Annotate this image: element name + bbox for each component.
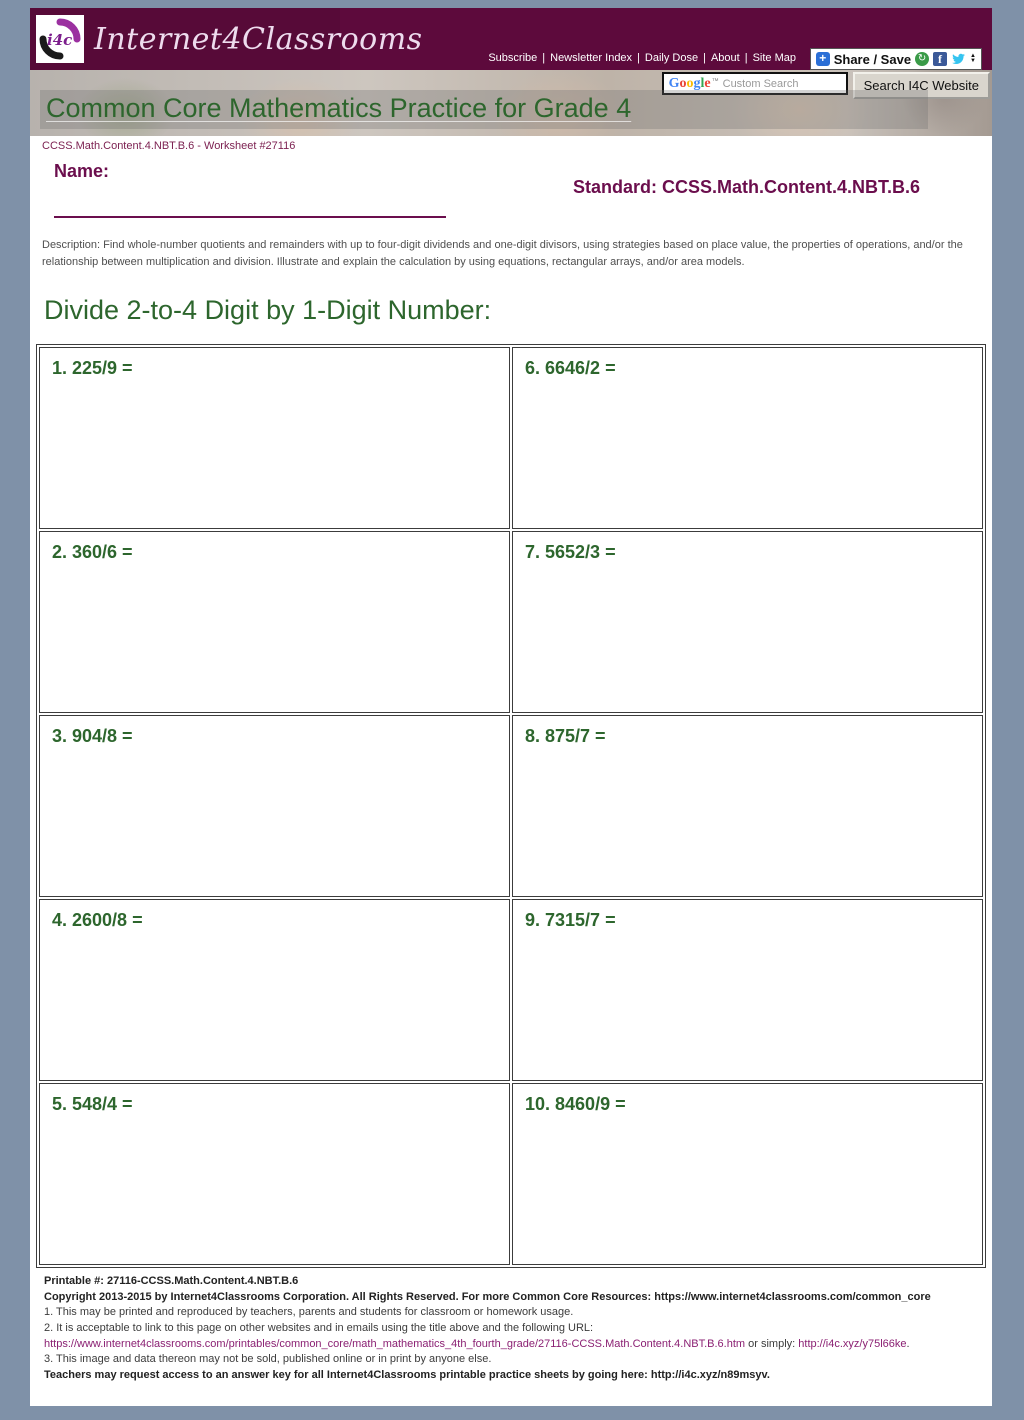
standard-text <box>573 177 968 227</box>
printable-number: Printable #: 27116-CCSS.Math.Content.4.NBT.B.6 <box>44 1275 299 1288</box>
page-title: Common Core Mathematics Practice for Grade 4 <box>40 90 928 129</box>
footer-note-2-links: https://www.internet4classrooms.com/printables/common_core/math_mathematics_4th_fourth_grade/27116-CCSS.Math.Content.4.NBT.B.6.htm or simply: http://i4c.xyz/y75l66ke. <box>44 1337 910 1350</box>
short-url-link[interactable]: http://i4c.xyz/y75l66ke <box>798 1337 907 1350</box>
svg-text:i4c: i4c <box>47 31 73 49</box>
name-block <box>54 161 446 227</box>
nav-site-map[interactable]: Site Map <box>752 52 796 64</box>
brand-strip <box>30 8 423 70</box>
name-label: Name: <box>54 161 110 181</box>
section-title: Divide 2-to-4 Digit by 1-Digit Number: <box>44 295 492 326</box>
name-answer-line <box>54 182 446 218</box>
table-row <box>39 1083 983 1265</box>
nav-subscribe[interactable]: Subscribe <box>488 52 538 64</box>
footer <box>30 1268 992 1383</box>
footer-note-3: 3. This image and data thereon may not be sold, published online or in print by anyone else. <box>44 1353 492 1366</box>
problem-cell-1: 1. 225/9 = <box>39 347 510 529</box>
facebook-icon[interactable]: f <box>933 52 947 66</box>
table-row <box>39 531 983 713</box>
addtoany-icon[interactable]: ↻ <box>915 52 929 66</box>
copyright-line: Copyright 2013-2015 by Internet4Classrooms Corporation. All Rights Reserved. For more Common Core Resources: https://www.internet4classrooms.com/common_core <box>44 1290 931 1303</box>
updown-arrows-icon[interactable]: ▲ ▼ <box>970 53 976 64</box>
search-placeholder: Custom Search <box>722 77 799 90</box>
problem-cell-10: 10. 8460/9 = <box>512 1083 983 1265</box>
problem-cell-8: 8. 875/7 = <box>512 715 983 897</box>
answer-key-line: Teachers may request access to an answer key for all Internet4Classrooms printable practice sheets by going here: http://i4c.xyz/n89msyv. <box>44 1368 770 1381</box>
nav-separator: | <box>637 52 640 64</box>
problem-cell-6: 6. 6646/2 = <box>512 347 983 529</box>
nav-separator: | <box>703 52 706 64</box>
share-save-label: Share / Save <box>833 51 912 67</box>
top-nav <box>488 52 796 64</box>
worksheet-url-link[interactable]: https://www.internet4classrooms.com/printables/common_core/math_mathematics_4th_fourth_grade/27116-CCSS.Math.Content.4.NBT.B.6.htm <box>44 1337 746 1350</box>
problems-table <box>36 344 986 1268</box>
google-search-input[interactable]: G o o g l e ™ Custom Search <box>662 72 848 95</box>
standard-value: CCSS.Math.Content.4.NBT.B.6 <box>661 177 920 197</box>
common-core-resources-link[interactable]: https://www.internet4classrooms.com/common_core <box>654 1290 931 1303</box>
twitter-icon[interactable] <box>951 52 966 66</box>
problem-cell-4: 4. 2600/8 = <box>39 899 510 1081</box>
nav-separator: | <box>542 52 546 64</box>
problem-cell-2: 2. 360/6 = <box>39 531 510 713</box>
name-standard-row <box>30 155 992 227</box>
description-text: Description: Find whole-number quotients and remainders with up to four-digit dividends and one-digit divisors, using strategies based on place value, the properties of operations, and/or the relationship between multiplication and division. Illustrate and explain the calculation by using equations, rectangular arrays, and/or area models. <box>42 239 963 269</box>
trademark-symbol: ™ <box>711 77 719 85</box>
site-header <box>30 8 992 70</box>
worksheet-page <box>30 8 992 1406</box>
table-row <box>39 715 983 897</box>
footer-note-2: 2. It is acceptable to link to this page on other websites and in emails using the title above and the following URL: <box>44 1321 594 1334</box>
standard-label: Standard: <box>572 177 657 197</box>
plus-icon: + <box>816 52 830 66</box>
footer-note-1: 1. This may be printed and reproduced by teachers, parents and students for classroom or homework usage. <box>44 1306 574 1319</box>
nav-separator: | <box>744 52 748 64</box>
breadcrumb: CCSS.Math.Content.4.NBT.B.6 - Worksheet #27116 <box>42 140 296 152</box>
photo-banner <box>30 70 992 136</box>
share-save-widget[interactable] <box>810 48 982 70</box>
nav-about[interactable]: About <box>710 52 740 64</box>
brand-title: Internet4Classrooms <box>94 21 423 57</box>
google-logo: G <box>668 75 680 91</box>
problem-cell-3: 3. 904/8 = <box>39 715 510 897</box>
problem-cell-7: 7. 5652/3 = <box>512 531 983 713</box>
i4c-logo-icon[interactable] <box>36 15 84 63</box>
search-i4c-button[interactable]: Search I4C Website <box>853 72 990 99</box>
problem-cell-5: 5. 548/4 = <box>39 1083 510 1265</box>
answer-key-link[interactable]: http://i4c.xyz/n89msyv <box>650 1368 767 1381</box>
nav-newsletter-index[interactable]: Newsletter Index <box>550 52 633 64</box>
table-row <box>39 347 983 529</box>
problem-cell-9: 9. 7315/7 = <box>512 899 983 1081</box>
nav-daily-dose[interactable]: Daily Dose <box>644 52 699 64</box>
table-row <box>39 899 983 1081</box>
